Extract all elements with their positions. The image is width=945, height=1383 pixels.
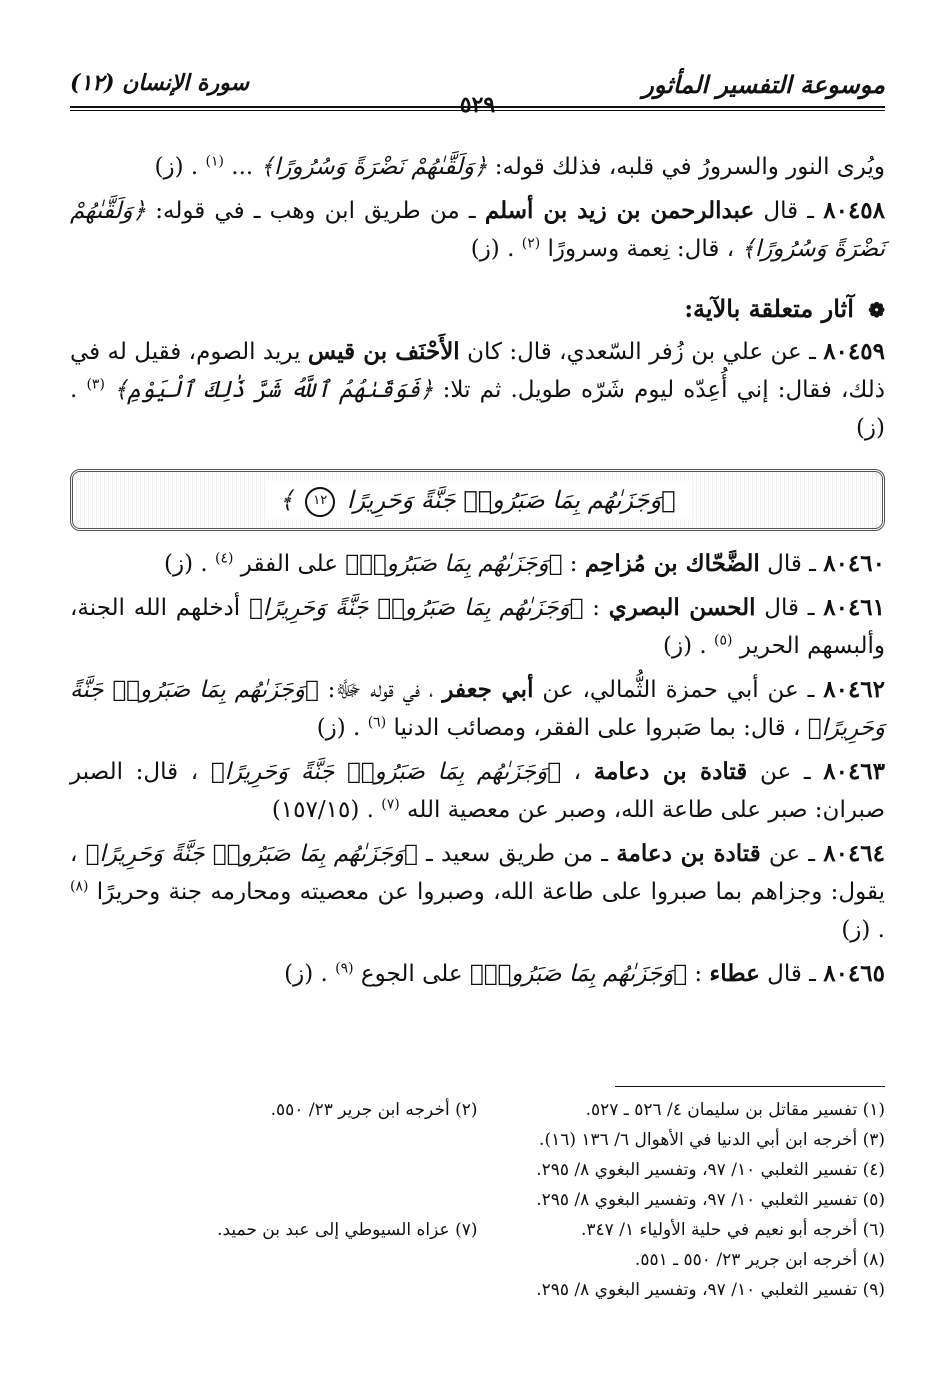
narration-80463 [70, 753, 885, 829]
narration-number: ٨٠٤٦٢ [823, 676, 886, 703]
paragraph-continuation [70, 148, 885, 186]
text: . (ز) [154, 154, 199, 180]
text: ـ عن [747, 759, 811, 785]
quran-quote: ﴿وَجَزَىٰهُم بِمَا صَبَرُوا۟﴾ [469, 961, 688, 987]
quran-quote: ﴿وَجَزَىٰهُم بِمَا صَبَرُوا۟﴾ [345, 551, 563, 577]
footnote-row [70, 1215, 885, 1245]
narrator-name: قتادة بن دعامة [593, 758, 748, 785]
narration-number: ٨٠٤٦١ [823, 594, 886, 621]
footnote-3: (٣) أخرجه ابن أبي الدنيا في الأهوال ٦/ ١٣٦ (١٦). [539, 1130, 885, 1150]
footnote-7: (٧) عزاه السيوطي إلى عبد بن حميد. [217, 1220, 478, 1240]
book-title: موسوعة التفسير المأثور [642, 70, 885, 99]
footnote-ref[interactable]: (٧) [381, 796, 400, 813]
narrator-name: الضَّحّاك بن مُزاحِم [584, 550, 760, 577]
footnote-9: (٩) تفسير الثعلبي ١٠/ ٩٧، وتفسير البغوي ٨/ ٢٩٥. [536, 1280, 885, 1300]
text: ، يقول: وجزاهم بما صبروا على طاعة الله، وصبروا عن معصيته ومحارمه جنة وحريرًا [70, 841, 886, 905]
footnote-6: (٦) أخرجه أبو نعيم في حلية الأولياء ١/ ٣٤٧. [581, 1220, 885, 1240]
text: ـ عن [760, 841, 816, 867]
footnote-ref[interactable]: (٢) [521, 235, 541, 252]
book-page [70, 60, 885, 1350]
verse-frame [70, 469, 885, 531]
narrator-name: الحسن البصري [608, 594, 756, 621]
text: ـ قال [754, 198, 815, 224]
footnote-2: (٢) أخرجه ابن جرير ٢٣/ ٥٥٠. [270, 1100, 478, 1120]
text: ـ من طريق سعيد ـ [417, 841, 608, 867]
narration-80460 [70, 545, 885, 583]
text: ، في قوله ﷻ: [318, 677, 434, 703]
text: : [687, 961, 703, 987]
footnote-ref[interactable]: (٣) [86, 376, 105, 393]
narration-number: ٨٠٤٦٠ [823, 550, 885, 577]
verse-text: ﴿وَجَزَىٰهُم بِمَا صَبَرُوا۟ جَنَّةً وَحَرِيرًا [346, 486, 676, 514]
text: ـ قال [755, 595, 815, 621]
footnote-separator [615, 1086, 885, 1087]
narrator-name: قتادة بن دعامة [616, 840, 761, 867]
text: . (ز) [70, 377, 885, 441]
text: . (ز) [284, 961, 328, 987]
text: على الجوع [360, 961, 463, 987]
text: ... [231, 154, 254, 180]
text: . (ز) [316, 715, 361, 741]
text: . (ز) [470, 236, 515, 262]
footnote-ref[interactable]: (٨) [70, 878, 89, 895]
quran-quote: ﴿وَجَزَىٰهُم بِمَا صَبَرُوا۟ جَنَّةً وَحَرِيرًا﴾ [210, 759, 562, 785]
footnote-8: (٨) أخرجه ابن جرير ٢٣/ ٥٥٠ ـ ٥٥١. [634, 1250, 885, 1270]
footnote-ref[interactable]: (١) [205, 153, 224, 170]
text: . (ز) [164, 551, 208, 577]
flower-icon: ❁ [868, 298, 885, 322]
narration-80464 [70, 835, 885, 949]
text: ، [561, 759, 582, 785]
narration-number: ٨٠٤٦٣ [823, 758, 886, 785]
text: ، قال: الصبر صبران: صبر على طاعة الله، وصبر عن معصية الله [70, 759, 885, 823]
text: ـ عن أبي حمزة الثُّمالي، عن [533, 677, 815, 703]
text: ، قال: نِعمة وسرورًا [547, 236, 735, 262]
narration-80459 [70, 333, 885, 447]
narration-number: ٨٠٤٦٤ [823, 840, 886, 867]
verse-close-bracket: ﴾ [279, 486, 294, 514]
surah-label: سورة الإنسان (١٢) [70, 70, 250, 96]
narration-number: ٨٠٤٥٩ [823, 338, 885, 365]
quran-quote: ﴿وَلَقَّىٰهُمْ نَضْرَةً وَسُرُورًا﴾ [260, 154, 488, 180]
narration-80461 [70, 589, 885, 665]
text: ، قال: بما صَبروا على الفقر، ومصائب الدنيا [393, 715, 801, 741]
narration-80458 [70, 192, 885, 268]
text: . (١٥٧/١٥) [271, 797, 374, 823]
page-number: ٥٢٩ [459, 92, 496, 118]
footnote-row [70, 1095, 885, 1125]
narrator-name: عبدالرحمن بن زيد بن أسلم [484, 197, 755, 224]
footnote-5: (٥) تفسير الثعلبي ١٠/ ٩٧، وتفسير البغوي ٨/ ٢٩٥. [536, 1190, 885, 1210]
text: ـ عن علي بن زُفر السّعدي، قال: كان [459, 339, 816, 365]
footnote-ref[interactable]: (٩) [335, 960, 354, 977]
section-heading [70, 290, 885, 329]
quran-quote: ﴿وَلَقَّىٰهُمْ نَضْرَةً وَسُرُورًا﴾ [70, 198, 885, 262]
text: : [583, 595, 601, 621]
narrator-name: أبي جعفر [442, 676, 534, 703]
narrator-name: الأَحْنَف بن قيس [307, 338, 460, 365]
quran-quote: ﴿وَجَزَىٰهُم بِمَا صَبَرُوا۟ جَنَّةً وَحَرِيرًا﴾ [70, 677, 885, 741]
narrator-name: عطاء [709, 960, 760, 987]
narration-number: ٨٠٤٦٥ [823, 960, 885, 987]
section-heading-text: آثار متعلقة بالآية: [684, 294, 854, 323]
narration-number: ٨٠٤٥٨ [823, 197, 886, 224]
text: . (ز) [663, 633, 707, 659]
narration-80465 [70, 955, 885, 993]
quran-quote: ﴿فَوَقَىٰهُمُ ٱللَّهُ شَرَّ ذَٰلِكَ ٱلْيَوْمِ﴾ [114, 377, 434, 403]
footnote-1: (١) تفسير مقاتل بن سليمان ٤/ ٥٢٦ ـ ٥٢٧. [585, 1100, 885, 1120]
narration-80462 [70, 671, 885, 747]
footnote-ref[interactable]: (٥) [714, 632, 733, 649]
header-rule [70, 106, 885, 108]
text: ـ قال [759, 961, 816, 987]
footnotes [70, 1095, 885, 1305]
quran-quote: ﴿وَجَزَىٰهُم بِمَا صَبَرُوا۟ جَنَّةً وَحَرِيرًا﴾ [248, 595, 584, 621]
footnote-ref[interactable]: (٦) [367, 714, 387, 731]
ayah-number-marker: ١٢ [305, 487, 335, 517]
text: ـ من طريق ابن وهب ـ في قوله: [146, 198, 476, 224]
quran-quote: ﴿وَجَزَىٰهُم بِمَا صَبَرُوا۟ جَنَّةً وَحَرِيرًا﴾ [85, 841, 418, 867]
text: أدخلهم الله الجنة، وألبسهم الحرير [70, 595, 885, 659]
text: يريد الصوم، فقيل له في ذلك، فقال: إني أُعِدّه ليوم شَرّه طويل. ثم تلا: [70, 339, 885, 403]
verse-heading [266, 481, 690, 519]
text: على الفقر [240, 551, 338, 577]
text: ويُرى النور والسرورُ في قلبه، فذلك قوله: [487, 154, 885, 180]
page-header [70, 70, 885, 118]
text: . (ز) [841, 917, 885, 943]
text: ـ قال [759, 551, 816, 577]
footnote-ref[interactable]: (٤) [215, 550, 234, 567]
footnote-4: (٤) تفسير الثعلبي ١٠/ ٩٧، وتفسير البغوي ٨/ ٢٩٥. [536, 1160, 885, 1180]
text: : [562, 551, 578, 577]
page-body [70, 148, 885, 999]
